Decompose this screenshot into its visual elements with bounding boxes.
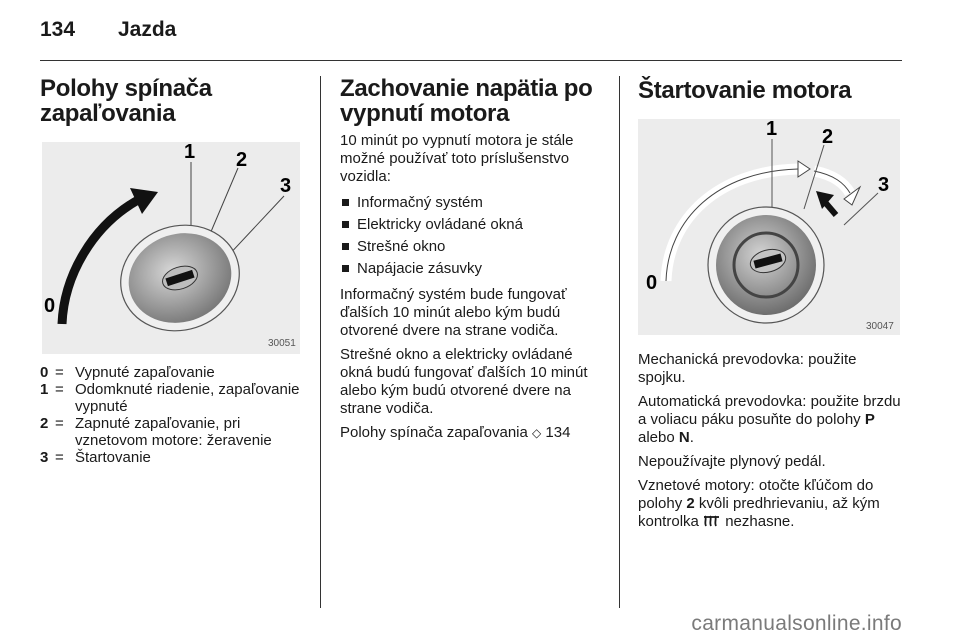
label-2: 2: [236, 149, 248, 171]
list-item: Napájacie zásuvky: [340, 258, 598, 280]
page-header: [40, 18, 176, 42]
section-title: Polohy spínača zapaľovania: [40, 75, 212, 127]
section-title: Zachovanie napätia po vypnutí motora: [340, 75, 593, 127]
paragraph: Nepoužívajte plynový pedál.: [638, 453, 826, 470]
list-item: Informačný systém: [340, 192, 598, 214]
label-3: 3: [280, 175, 292, 197]
engine-start-figure: [638, 109, 902, 337]
label-1: 1: [184, 141, 196, 163]
reference-arrow-icon: ◇: [532, 426, 542, 440]
accessory-list: [340, 192, 598, 280]
paragraph: Informačný systém bude fungovať ďalších 10 minút alebo kým budú otvorené dvere na strane vodiča.: [340, 286, 567, 339]
page-number: 134: [40, 18, 76, 41]
bullet: [342, 221, 349, 228]
legend-item: 0 = Vypnuté zapaľovanie: [40, 364, 215, 381]
bullet: [342, 265, 349, 272]
figure-code: 30047: [866, 321, 894, 332]
legend-item: 2 = Zapnuté zapaľovanie, pri vznetovom motore: žeravenie: [40, 415, 272, 449]
bullet: [342, 243, 349, 250]
label-0: 0: [44, 295, 56, 317]
label-0: 0: [646, 272, 658, 294]
legend-item: 1 = Odomknuté riadenie, zapaľovanie vypnuté: [40, 381, 300, 415]
label-3: 3: [878, 174, 890, 196]
paragraph: Strešné okno a elektricky ovládané okná budú fungovať ďalších 10 minút alebo kým budú otvorené dvere na strane vodiča.: [340, 346, 588, 417]
column-engine-start: [638, 76, 902, 537]
paragraph: Automatická prevodovka: použite brzdu a voliacu páku posuňte do polohy P alebo N.: [638, 393, 901, 446]
paragraph: Vznetové motory: otočte kľúčom do polohy 2 kvôli predhrievaniu, až kým kontrolka nezhasne.: [638, 477, 880, 530]
list-item: Elektricky ovládané okná: [340, 214, 598, 236]
label-1: 1: [766, 118, 778, 140]
column-power-retention: [340, 76, 598, 448]
bullet: [342, 199, 349, 206]
cross-reference[interactable]: Polohy spínača zapaľovania ◇ 134: [340, 424, 571, 441]
label-2: 2: [822, 126, 834, 148]
column-ignition-positions: [40, 76, 300, 466]
section-title: Štartovanie motora: [638, 77, 852, 104]
list-item: Strešné okno: [340, 236, 598, 258]
position-legend: [40, 364, 300, 466]
column-divider: [619, 76, 620, 608]
chapter-title: Jazda: [118, 18, 177, 41]
paragraph: Mechanická prevodovka: použite spojku.: [638, 351, 857, 386]
ignition-switch-figure: [40, 126, 302, 356]
intro-paragraph: 10 minút po vypnutí motora je stále možné používať toto príslušenstvo vozidla:: [340, 132, 574, 185]
column-divider: [320, 76, 321, 608]
legend-item: 3 = Štartovanie: [40, 449, 151, 466]
figure-code: 30051: [268, 338, 296, 349]
header-rule: [40, 60, 902, 61]
watermark: carmanualsonline.info: [691, 612, 902, 635]
glow-plug-icon: [703, 514, 721, 528]
reference-page: 134: [545, 424, 571, 441]
